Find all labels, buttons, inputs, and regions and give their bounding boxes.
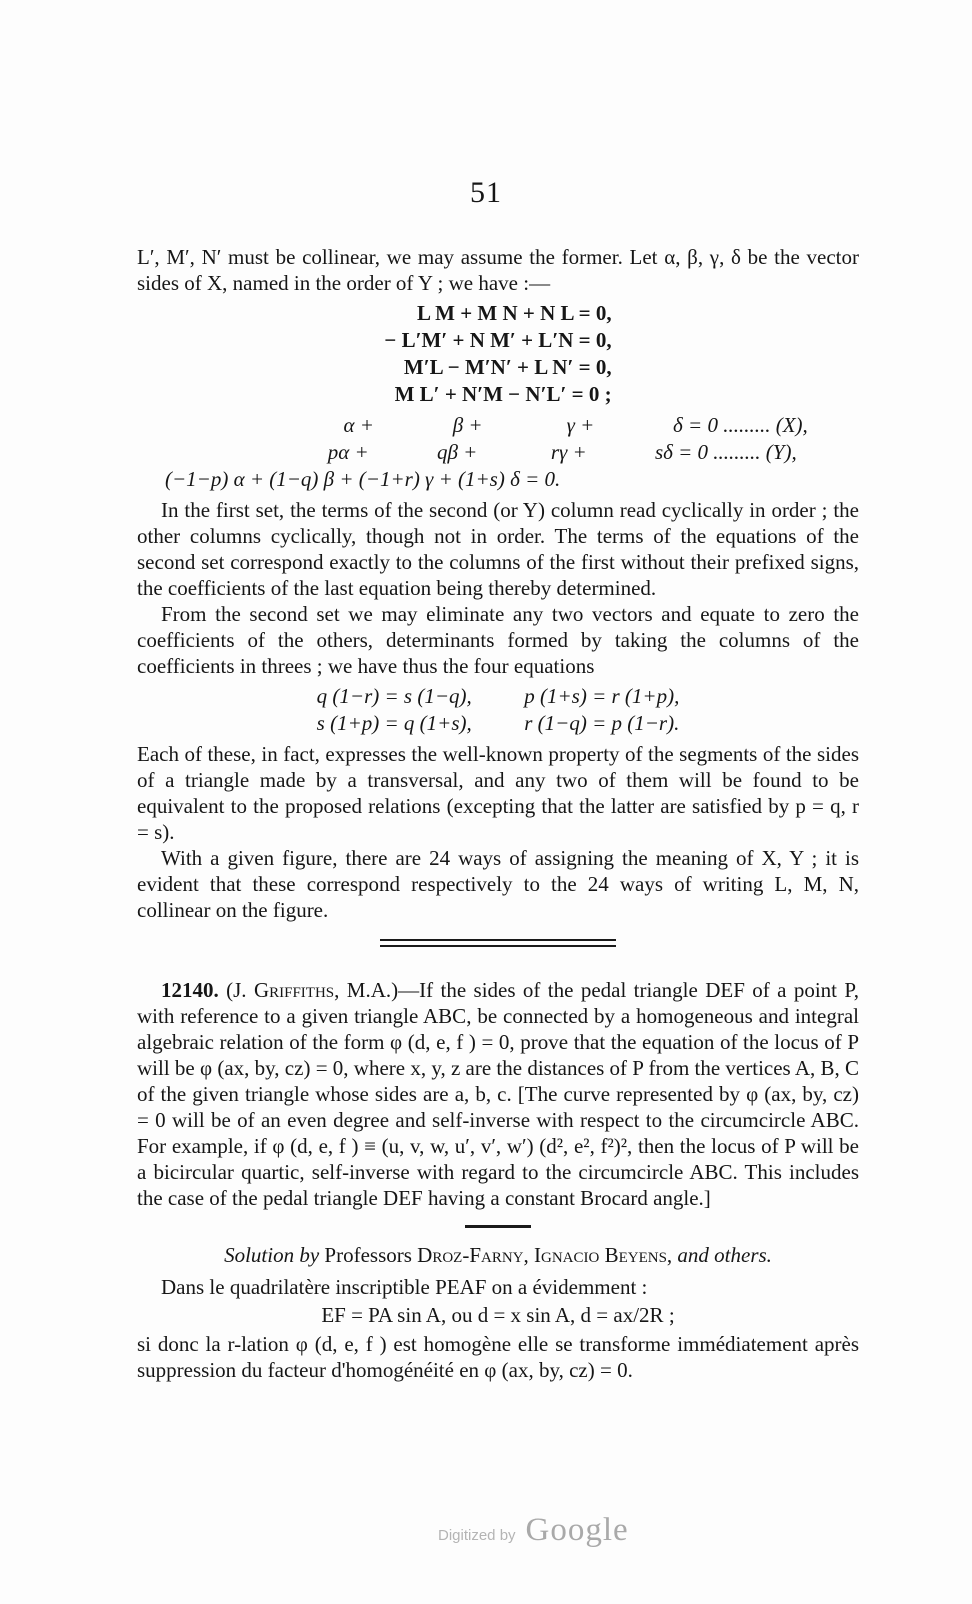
and-others-label: and others. xyxy=(677,1243,772,1267)
digitized-by-label: Digitized by xyxy=(438,1527,516,1544)
equation-line: s (1+p) = q (1+s), r (1−q) = p (1−r). xyxy=(316,711,680,735)
google-watermark xyxy=(438,1512,629,1549)
solution-closing-line: si donc la r-lation φ (d, e, f ) est homogène elle se transforme immédiatement après suppression du facteur d'homogénéité en φ (ax, by, cz) = 0. xyxy=(137,1332,859,1382)
paragraph-first-set: In the first set, the terms of the second (or Y) column read cyclically in order ; the other columns cyclically, though not in order. The terms of the equations of the second set correspond exactly to the columns of the first without their prefixed signs, the coefficients of the last equation being thereby determined. xyxy=(137,498,859,600)
equation-set-3-lines xyxy=(317,683,680,737)
solution-equation xyxy=(137,1302,859,1329)
google-logo: Google xyxy=(525,1512,629,1548)
solution-intro-line: Dans le quadrilatère inscriptible PEAF on a évidemment : xyxy=(161,1275,648,1299)
professors-label: Professors xyxy=(324,1243,412,1267)
equation-line: L M + M N + N L = 0, xyxy=(417,301,612,325)
problem-number: 12140. xyxy=(161,978,219,1002)
equation-line: − L′M′ + N M′ + L′N = 0, xyxy=(384,328,612,352)
problem-author-prefix: (J. xyxy=(226,978,254,1002)
equation-line-y: pα + qβ + rγ + sδ = 0 ......... (Y), xyxy=(165,440,797,464)
page-number: 51 xyxy=(470,176,502,209)
paragraph-with-figure: With a given figure, there are 24 ways of assigning the meaning of X, Y ; it is evident that these correspond respectively to the 24 ways of writing L, M, N, collinear on the figure. xyxy=(137,846,859,922)
equation-set-1-lines xyxy=(384,300,611,408)
equation-line-x: α + β + γ + δ = 0 ......... (X), xyxy=(165,413,808,437)
equation-set-3 xyxy=(137,683,859,737)
equation-set-1 xyxy=(137,300,859,408)
equation-line: q (1−r) = s (1−q), p (1+s) = r (1+p), xyxy=(316,684,680,708)
equation-line: M′L − M′N′ + L N′ = 0, xyxy=(403,355,612,379)
problem-divider-rule xyxy=(465,1225,531,1228)
problem-text: , M.A.)—If the sides of the pedal triangle DEF of a point P, with reference to a given triangle ABC, be connected by a homogeneous and integral algebraic relation of the form φ (d, e, f ) = 0, prove that the equation of the locus of P will be φ (ax, by, cz) = 0, where x, y, z are the distances of P from the vertices A, B, C of the given triangle whose sides are a, b, c. [The curve represented by φ (ax, by, cz) = 0 will be of an even degree and self-inverse with respect to the circumcircle ABC. For example, if φ (d, e, f ) ≡ (u, v, w, u′, v′, w′) (d², e², f²)², then the locus of P will be a bicircular quartic, self-inverse with regard to the circumcircle ABC. This includes the case of the pedal triangle DEF having a constant Brocard angle.] xyxy=(137,978,860,1210)
solver-names: Droz-Farny, Ignacio Beyens, xyxy=(417,1243,673,1267)
section-divider-double-rule xyxy=(380,939,616,947)
content-column xyxy=(137,244,859,1383)
paragraph-collinear: L′, M′, N′ must be collinear, we may assume the former. Let α, β, γ, δ be the vector sides of X, named in the order of Y ; we have :— xyxy=(137,245,859,295)
problem-statement xyxy=(137,977,859,1211)
solution-byline xyxy=(137,1242,859,1268)
equation-line: EF = PA sin A, ou d = x sin A, d = ax/2R ; xyxy=(321,1303,675,1327)
paragraph-second-set: From the second set we may eliminate any two vectors and equate to zero the coefficients of the others, determinants formed by taking the columns of the coefficients in threes ; we have thus the four equations xyxy=(137,602,859,678)
solution-by-label: Solution by xyxy=(224,1243,320,1267)
equation-set-2 xyxy=(165,412,859,493)
paragraph-each-of-these: Each of these, in fact, expresses the well-known property of the segments of the sides of a triangle made by a transversal, and any two of them will be found to be equivalent to the proposed relations (excepting that the latter are satisfied by p = q, r = s). xyxy=(137,742,859,844)
equation-line: M L′ + N′M − N′L′ = 0 ; xyxy=(394,382,612,406)
equation-line: (−1−p) α + (1−q) β + (−1+r) γ + (1+s) δ = 0. xyxy=(165,467,561,491)
problem-author-name: Griffiths xyxy=(253,978,335,1002)
